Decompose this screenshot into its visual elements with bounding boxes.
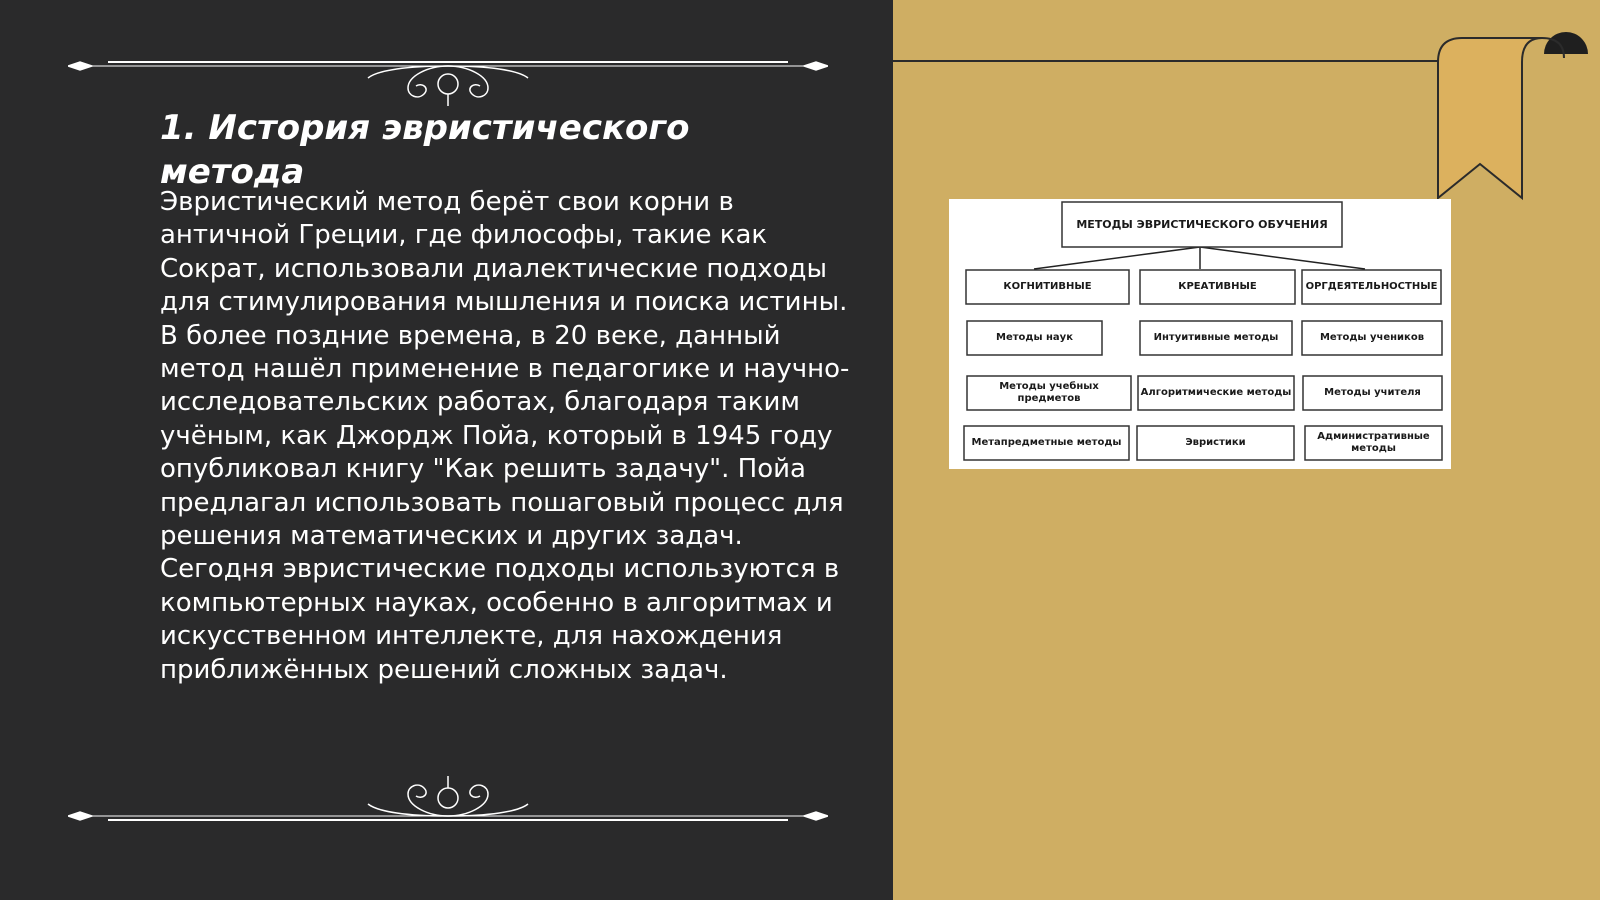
- diagram-root-label: МЕТОДЫ ЭВРИСТИЧЕСКОГО ОБУЧЕНИЯ: [1076, 217, 1328, 231]
- diagram-category-0: КОГНИТИВНЫЕ: [1003, 281, 1092, 292]
- diagram-cell-2-2: Административные методы: [1317, 431, 1430, 454]
- top-divider-line: [893, 60, 1438, 62]
- diagram-cell-0-2: Методы учеников: [1319, 332, 1425, 343]
- top-ornament-divider: [68, 50, 828, 110]
- slide-body-text: Эвристический метод берёт свои корни в античной Греции, где философы, такие как Сократ, использовали диалектические подходы для стимулирования мышления и поиска истины. В более поздние времена, в 20 веке, данный метод нашёл применение в педагогике и научно-исследовательских работах, благодаря таким учёным, как Джордж Пойа, который в 1945 году опубликовал книгу "Как решить задачу". Пойа предлагал использовать пошаговый процесс для решения математических и других задач. Сегодня эвристические подходы используются в компьютерных науках, особенно в алгоритмах и искусственном интеллекте, для нахождения приближённых решений сложных задач.: [160, 187, 850, 685]
- diagram-cell-1-2: Методы учителя: [1324, 387, 1421, 398]
- methods-diagram: [949, 199, 1451, 469]
- diagram-cell-0-1: Интуитивные методы: [1153, 332, 1279, 343]
- diagram-category-1: КРЕАТИВНЫЕ: [1178, 281, 1257, 292]
- diagram-cell-0-0: Методы наук: [996, 332, 1073, 343]
- bottom-ornament-divider: [68, 772, 828, 832]
- slide-title: 1. История эвристического метода: [160, 108, 690, 192]
- diagram-cell-2-0: Метапредметные методы: [971, 437, 1122, 448]
- diagram-cell-1-1: Алгоритмические методы: [1140, 387, 1292, 398]
- diagram-category-2: ОРГДЕЯТЕЛЬНОСТНЫЕ: [1305, 281, 1438, 292]
- diagram-cell-1-0: Методы учебных предметов: [999, 381, 1099, 404]
- diagram-cell-2-1: Эвристики: [1185, 437, 1246, 448]
- bookmark-ribbon-icon: [1434, 32, 1600, 202]
